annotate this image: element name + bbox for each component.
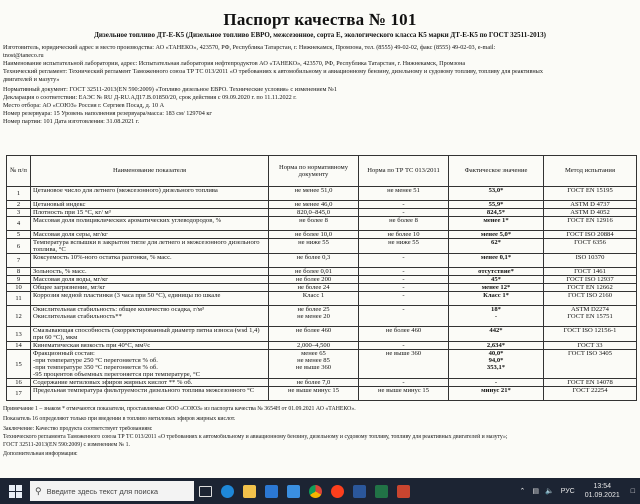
row-norm-tr: - <box>359 379 449 387</box>
row-method: ГОСТ ISO 2160 <box>544 292 637 306</box>
table-row <box>7 217 637 231</box>
col-header-norm-doc: Норма по нормативному документу <box>269 156 359 187</box>
row-number: 17 <box>7 387 31 401</box>
task-view-icon <box>199 486 212 497</box>
row-method: ГОСТ ISO 20884 <box>544 231 637 239</box>
yandex-icon <box>331 485 344 498</box>
row-actual-value: минус 21* <box>449 387 544 401</box>
row-norm-doc: не более 0,3 <box>269 254 359 268</box>
store-button[interactable] <box>260 478 282 504</box>
row-number: 4 <box>7 217 31 231</box>
row-number: 11 <box>7 292 31 306</box>
row-number: 2 <box>7 201 31 209</box>
row-actual-value: 45* <box>449 276 544 284</box>
row-number: 13 <box>7 327 31 342</box>
col-header-number: № п/п <box>7 156 31 187</box>
system-tray <box>515 478 640 504</box>
row-norm-tr: - <box>359 268 449 276</box>
row-method: ГОСТ EN 15195 <box>544 187 637 201</box>
row-indicator-name: Общее загрязнение, мг/кг <box>31 284 269 292</box>
row-actual-value: 40,0* 94,0* 353,1* <box>449 350 544 379</box>
header-manufacturer: Изготовитель, юридический адрес и место производства: АО «ТАНЕКО», 423570, РФ, Республика Татарстан, г. Нижнекамск, Промзона, тел. (8555) 49-02-02, факс (8555) 49-02-03, e-mail: <box>3 44 496 51</box>
table-row <box>7 276 637 284</box>
table-header-row <box>7 156 637 187</box>
row-actual-value: 2,634* <box>449 342 544 350</box>
row-actual-value: 824,5* <box>449 209 544 217</box>
footer-gost: ГОСТ 32511-2013(EN 590:2009) с изменением № 1. <box>3 442 130 448</box>
excel-icon <box>375 485 388 498</box>
row-method: ГОСТ 22254 <box>544 387 637 401</box>
table-row <box>7 187 637 201</box>
row-norm-tr: - <box>359 292 449 306</box>
row-method: ГОСТ EN 12916 <box>544 217 637 231</box>
row-norm-doc: не ниже 55 <box>269 239 359 254</box>
row-method: ASTM D 4737 <box>544 201 637 209</box>
document-title: Паспорт качества № 101 <box>223 10 417 29</box>
row-number: 5 <box>7 231 31 239</box>
row-norm-tr: не более 10 <box>359 231 449 239</box>
row-actual-value: менее 0,1* <box>449 254 544 268</box>
row-indicator-name: Кинематическая вязкость при 40°С, мм²/с <box>31 342 269 350</box>
row-norm-doc: не более 8 <box>269 217 359 231</box>
row-method: ГОСТ ISO 12156-1 <box>544 327 637 342</box>
row-norm-doc: не более 25 не менее 20 <box>269 306 359 327</box>
table-row <box>7 327 637 342</box>
table-row <box>7 231 637 239</box>
row-method: ASTM D 4052 <box>544 209 637 217</box>
document-subtitle: Дизельное топливо ДТ-Е-К5 (Дизельное топливо ЕВРО, межсезонное, сорта Е, экологического класса К5 марки ДТ-Е-К5 по ГОСТ 32511-2013) <box>94 31 546 39</box>
row-actual-value: 53,0* <box>449 187 544 201</box>
row-method: ГОСТ ISO 12937 <box>544 276 637 284</box>
row-actual-value: - <box>449 379 544 387</box>
footer-conclusion: Заключение: Качество продукта соответствует требованиям: <box>3 426 153 432</box>
row-method: ГОСТ 33 <box>544 342 637 350</box>
row-actual-value: 442* <box>449 327 544 342</box>
row-actual-value: менее 12* <box>449 284 544 292</box>
row-norm-tr: не более 460 <box>359 327 449 342</box>
row-norm-doc: не выше минус 15 <box>269 387 359 401</box>
row-number: 8 <box>7 268 31 276</box>
row-norm-doc: не более 200 <box>269 276 359 284</box>
header-tank-number: Номер резервуара: 15 Уровень наполнения резервуара/масса: 183 см/ 129704 кг <box>3 110 212 117</box>
row-indicator-name: Фракционный состав: -при температуре 250 °С перегоняется % об. -при температуре 350 °С перегоняется % об. -95 процентов объемных перегоняется при температуре, °С <box>31 350 269 379</box>
task-view-button[interactable] <box>194 478 216 504</box>
row-number: 3 <box>7 209 31 217</box>
col-header-norm-tr: Норма по ТР ТС 013/2011 <box>359 156 449 187</box>
table-row <box>7 292 637 306</box>
explorer-button[interactable] <box>238 478 260 504</box>
row-method: ISO 10370 <box>544 254 637 268</box>
word-icon <box>353 485 366 498</box>
row-actual-value: 18* - <box>449 306 544 327</box>
row-indicator-name: Коррозия медной пластинки (3 часа при 50 °С), единицы по шкале <box>31 292 269 306</box>
taskbar <box>0 478 640 504</box>
viewer-button[interactable] <box>392 478 414 504</box>
row-indicator-name: Предельная температура фильтруемости дизельного топлива межсезонного °С <box>31 387 269 401</box>
row-number: 9 <box>7 276 31 284</box>
chrome-icon <box>309 485 322 498</box>
row-number: 10 <box>7 284 31 292</box>
row-indicator-name: Температура вспышки в закрытом тигле для летнего и межсезонного дизельного топлива, °С <box>31 239 269 254</box>
quality-table <box>6 155 637 401</box>
row-indicator-name: Массовая доля серы, мг/кг <box>31 231 269 239</box>
row-number: 1 <box>7 187 31 201</box>
row-indicator-name: Цетановое число для летнего (межсезонного) дизельного топлива <box>31 187 269 201</box>
clock[interactable] <box>579 482 626 500</box>
row-norm-doc: не более 7,0 <box>269 379 359 387</box>
table-row <box>7 387 637 401</box>
row-norm-doc: не менее 51,0 <box>269 187 359 201</box>
table-row <box>7 201 637 209</box>
language-indicator[interactable]: РУС <box>560 487 575 495</box>
footer-regulation: Технического регламента Таможенного союза ТР ТС 013/2011 «О требованиях к автомобильному и авиационному бензину, дизельному и судовому топливу, топливу для реактивных двигателей и мазуту»; <box>3 434 508 440</box>
row-indicator-name: Смазывающая способность (скорректированный диаметр пятна износа (wsd 1,4) при 60 °С), мкм <box>31 327 269 342</box>
row-norm-doc: 2,000–4,500 <box>269 342 359 350</box>
row-number: 6 <box>7 239 31 254</box>
row-norm-tr: не более 8 <box>359 217 449 231</box>
col-header-indicator: Наименование показателя <box>31 156 269 187</box>
row-actual-value: 55,9* <box>449 201 544 209</box>
row-norm-doc: Класс 1 <box>269 292 359 306</box>
row-method: ГОСТ EN 12662 <box>544 284 637 292</box>
row-actual-value: Класс 1* <box>449 292 544 306</box>
row-number: 16 <box>7 379 31 387</box>
row-indicator-name: Плотность при 15 °С, кг/ м³ <box>31 209 269 217</box>
header-batch-number: Номер партии: 101 Дата изготовления: 31.08.2021 г. <box>3 118 140 125</box>
row-number: 7 <box>7 254 31 268</box>
row-norm-tr: - <box>359 284 449 292</box>
row-norm-tr: - <box>359 254 449 268</box>
chrome-button[interactable] <box>304 478 326 504</box>
table-row <box>7 284 637 292</box>
row-actual-value: 62* <box>449 239 544 254</box>
header-declaration: Декларация о соответствии: ЕАЭС № RU Д-RU.АД17.В.01850/20, срок действия с 09.09.2020 г. по 11.11.2022 г. <box>3 94 297 101</box>
header-regulation-cont: двигателей и мазуту» <box>3 76 60 83</box>
taskbar-search[interactable] <box>30 481 194 501</box>
row-norm-tr: - <box>359 342 449 350</box>
table-row <box>7 239 637 254</box>
header-sampling-place: Место отбора: АО «СОЮЗ» Россия г. Сергиев Посад, д. 10 А <box>3 102 165 109</box>
word-button[interactable] <box>348 478 370 504</box>
windows-icon <box>9 485 22 498</box>
table-row <box>7 254 637 268</box>
row-actual-value: менее 5,0* <box>449 231 544 239</box>
col-header-method: Метод испытания <box>544 156 637 187</box>
row-norm-tr: не ниже 55 <box>359 239 449 254</box>
table-body <box>7 187 637 401</box>
row-norm-doc: не более 0,01 <box>269 268 359 276</box>
excel-button[interactable] <box>370 478 392 504</box>
header-email: tnost@taneco.ru <box>3 52 44 59</box>
row-actual-value: отсутствие* <box>449 268 544 276</box>
edge-button[interactable] <box>216 478 238 504</box>
row-indicator-name: Массовая доля воды, мг/кг <box>31 276 269 284</box>
clock-date: 01.09.2021 <box>584 492 620 499</box>
row-indicator-name: Цетановый индекс <box>31 201 269 209</box>
notification-icon[interactable]: □ <box>630 487 635 495</box>
row-method: ГОСТ 6356 <box>544 239 637 254</box>
row-method: ГОСТ 1461 <box>544 268 637 276</box>
row-norm-doc: не менее 46,0 <box>269 201 359 209</box>
yandex-button[interactable] <box>326 478 348 504</box>
row-norm-tr: не выше 360 <box>359 350 449 379</box>
row-norm-tr: - <box>359 201 449 209</box>
row-method: ГОСТ ISO 3405 <box>544 350 637 379</box>
table-row <box>7 268 637 276</box>
table-row <box>7 306 637 327</box>
row-indicator-name: Зольность, % масс. <box>31 268 269 276</box>
viewer-icon <box>397 485 410 498</box>
footer-note-1: Примечание 1 – знаком * отмечаются показатели, проставляемые ООО «СОЮЗ» из паспорта качества № 3654Н от 01.09.2021 АО «ТАНЕКО». <box>3 406 356 412</box>
row-indicator-name: Коксуемость 10%-ного остатка разгонки, % масс. <box>31 254 269 268</box>
row-norm-tr: - <box>359 306 449 327</box>
row-method: ГОСТ EN 14078 <box>544 379 637 387</box>
network-icon[interactable]: ▤ <box>532 488 539 495</box>
row-number: 12 <box>7 306 31 327</box>
row-norm-doc: 820,0–845,0 <box>269 209 359 217</box>
row-number: 15 <box>7 350 31 379</box>
row-norm-tr: не менее 51 <box>359 187 449 201</box>
folder-icon <box>243 485 256 498</box>
header-normative-doc: Нормативный документ: ГОСТ 32511-2013(EN 590:2009) «Топливо дизельное ЕВРО. Технические условия» с изменением №1 <box>3 86 337 93</box>
col-header-actual: Фактическое значение <box>449 156 544 187</box>
table-row <box>7 342 637 350</box>
row-number: 14 <box>7 342 31 350</box>
chevron-up-icon[interactable]: ⌃ <box>519 488 526 495</box>
table-row <box>7 350 637 379</box>
row-norm-doc: не более 460 <box>269 327 359 342</box>
row-actual-value: менее 1* <box>449 217 544 231</box>
row-method: ASTM D2274 ГОСТ EN 15751 <box>544 306 637 327</box>
store-icon <box>265 485 278 498</box>
row-norm-doc: не более 10,0 <box>269 231 359 239</box>
row-norm-tr: не выше минус 15 <box>359 387 449 401</box>
row-indicator-name: Массовая доля полициклических ароматических углеводородов, % <box>31 217 269 231</box>
volume-icon[interactable]: 🔈 <box>544 488 554 495</box>
search-placeholder: Введите здесь текст для поиска <box>46 486 159 496</box>
header-laboratory: Наименование испытательной лаборатории, адрес: Испытательная лаборатория нефтепродуктов АО «ТАНЕКО», 423570, РФ, Республика Татарстан, г. Нижнекамск, Промзона <box>3 60 466 67</box>
row-indicator-name: Окислительная стабильность: общее количество осадка, г/м³ Окислительная стабильность** <box>31 306 269 327</box>
row-indicator-name: Содержание метиловых эфиров жирных кислот ** % об. <box>31 379 269 387</box>
table-row <box>7 209 637 217</box>
row-norm-tr: - <box>359 209 449 217</box>
row-norm-doc: менее 65 не менее 85 не выше 360 <box>269 350 359 379</box>
mail-button[interactable] <box>282 478 304 504</box>
table-row <box>7 379 637 387</box>
footer-note-2: Показатель 16 определяют только при введении в топливо метиловых эфиров жирных кислот. <box>3 416 236 422</box>
mail-icon <box>287 485 300 498</box>
search-icon: ⚲ <box>35 485 42 496</box>
row-norm-tr: - <box>359 276 449 284</box>
start-button[interactable] <box>0 478 30 504</box>
footer-additional-info: Дополнительная информация: <box>3 451 78 457</box>
clock-time: 13:54 <box>593 483 611 490</box>
edge-icon <box>221 485 234 498</box>
row-norm-doc: не более 24 <box>269 284 359 292</box>
header-regulation: Технический регламент: Технический регламент Таможенного союза ТР ТС 013/2011 «О требованиях к автомобильному и авиационному бензину, дизельному и судовому топливу, топливу для реактивных <box>3 68 543 75</box>
